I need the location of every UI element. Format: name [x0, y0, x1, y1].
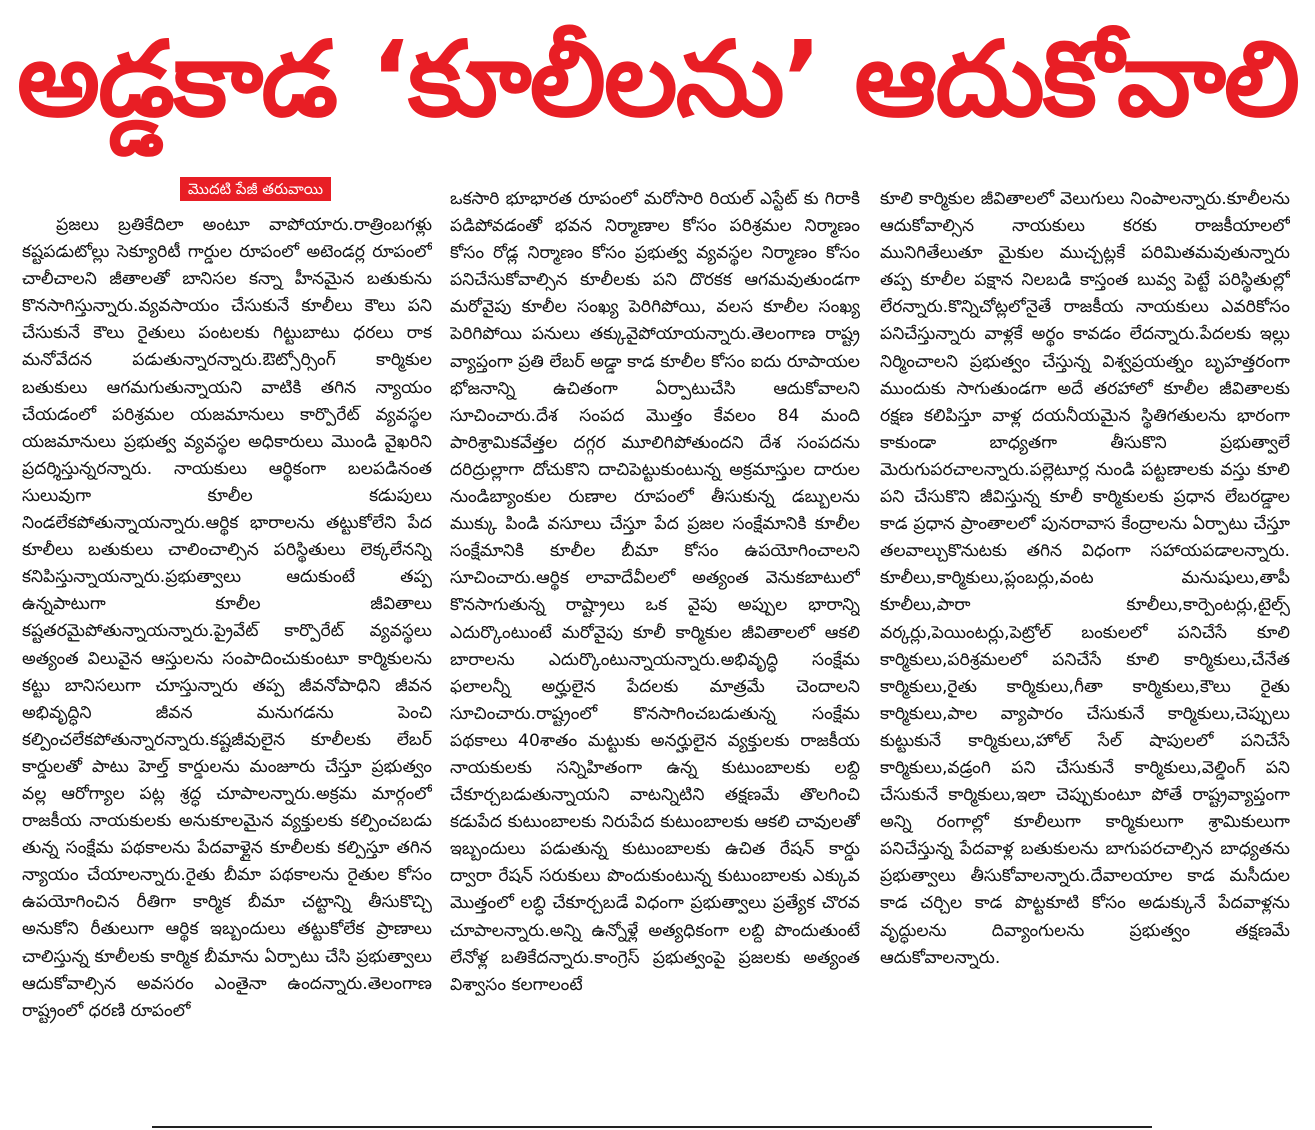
article-column-1: ప్రజలు బ్రతికేదిలా అంటూ వాపోయారు.రాత్రింబగళ్లు కష్టపడుటోల్లు సెక్యూరిటీ గార్డుల రూపంలో అటెండర్ల రూపంలో చాలీచాలని జీతాలతో బానిసల కన్నా హీనమైన బతుకును కొనసాగిస్తున్నారు.వ్యవసాయం చేసుకునే కూలీలు కౌలు పని చేసుకునే కౌలు రైతులు పంటలకు గిట్టుబాటు ధరలు రాక మనోవేదన పడుతున్నారన్నారు.ఔట్సోర్సింగ్ కార్మికుల బతుకులు ఆగమగుతున్నాయని వాటికి తగిన న్యాయం చేయడంలో పరిశ్రమల యజమానులు కార్పొరేట్ వ్యవస్థల యజమానులు ప్రభుత్వ వ్యవస్థల అధికారులు మొండి వైఖరిని ప్రదర్శిస్తున్నరన్నారు. నాయకులు ఆర్థికంగా బలపడినంత సులువుగా కూలీల కడుపులు నిండలేకపోతున్నాయన్నారు.ఆర్థిక భారాలను తట్టుకోలేని పేద కూలీలు బతుకులు చాలించాల్సిన పరిస్థితులు లెక్కలేనన్ని కనిపిస్తున్నాయన్నారు.ప్రభుత్వాలు ఆదుకుంటే తప్ప ఉన్నపాటుగా కూలీల జీవితాలు కష్టతరమైపోతున్నాయన్నారు.ప్రైవేట్ కార్పొరేట్ వ్యవస్థలు అత్యంత విలువైన ఆస్తులను సంపాదించుకుంటూ కార్మికులను కట్టు బానిసలుగా చూస్తున్నారు తప్ప జీవనోపాధిని జీవన అభివృద్ధిని జీవన మనుగడను పెంచి కల్పించలేకపోతున్నారన్నారు.కష్టజీవులైన కూలీలకు లేబర్ కార్డులతో పాటు హెల్త్ కార్డులను మంజూరు చేస్తూ ప్రభుత్వం వల్ల ఆరోగ్యాల పట్ల శ్రద్ధ చూపాలన్నారు.అక్రమ మార్గంలో రాజకీయ నాయకులకు అనుకూలమైన వ్యక్తులకు కల్పించబడు తున్న సంక్షేమ పథకాలను పేదవాళ్లైన కూలీలకు కల్పిస్తూ తగిన న్యాయం చేయాలన్నారు.రైతు బీమా పథకాలను రైతుల కోసం ఉపయోగించిన రీతిగా కార్మిక బీమా చట్టాన్ని తీసుకొచ్చి అనుకోని రీతులుగా ఆర్థిక ఇబ్బందులు తట్టుకోలేక ప్రాణాలు చాలిస్తున్న కూలీలకు కార్మిక బీమాను ఏర్పాటు చేసి ప్రభుత్వాలు ఆదుకోవాల్సిన అవసరం ఎంతైనా ఉందన్నారు.తెలంగాణ రాష్ట్రంలో ధరణి రూపంలో	[22, 215, 432, 1021]
article-column-2: ఒకసారి భూభారత రూపంలో మరోసారి రియల్ ఎస్టేట్ కు గిరాకి పడిపోవడంతో భవన నిర్మాణాల కోసం పరిశ్రమల నిర్మాణం కోసం రోడ్ల నిర్మాణం కోసం ప్రభుత్వ వ్యవస్థల నిర్మాణం కోసం పనిచేసుకోవాల్సిన కూలీలకు పని దొరకక ఆగమవుతుండగా మరోవైపు కూలీల సంఖ్య పెరిగిపోయి, వలస కూలీల సంఖ్య పెరిగిపోయి పనులు తక్కువైపోయాయన్నారు.తెలంగాణ రాష్ట్ర వ్యాప్తంగా ప్రతి లేబర్ అడ్డా కాడ కూలీల కోసం ఐదు రూపాయల భోజనాన్ని ఉచితంగా ఏర్పాటుచేసి ఆదుకోవాలని సూచించారు.దేశ సంపద మొత్తం కేవలం 84 మంది పారిశ్రామికవేత్తల దగ్గర మూలిగిపోతుందని దేశ సంపదను దరిద్రుల్లాగా దోచుకొని దాచిపెట్టుకుంటున్న అక్రమాస్తుల దారుల నుండిబ్యాంకుల రుణాల రూపంలో తీసుకున్న డబ్బులను ముక్కు పిండి వసూలు చేస్తూ పేద ప్రజల సంక్షేమానికి కూలీల సంక్షేమానికి కూలీల బీమా కోసం ఉపయోగించాలని సూచించారు.ఆర్థిక లావాదేవీలలో అత్యంత వెనుకబాటులో కొనసాగుతున్న రాష్ట్రాలు ఒక వైపు అప్పుల భారాన్ని ఎదుర్కొంటుంటే మరోవైపు కూలీ కార్మికుల జీవితాలలో ఆకలి బారాలను ఎదుర్కొంటున్నాయన్నారు.అభివృద్ధి సంక్షేమ ఫలాలన్నీ అర్హులైన పేదలకు మాత్రమే చెందాలని సూచించారు.రాష్ట్రంలో కొనసాగించబడుతున్న సంక్షేమ పథకాలు 40శాతం మట్టుకు అనర్హులైన వ్యక్తులకు రాజకీయ నాయకులకు సన్నిహితంగా ఉన్న కుటుంబాలకు లబ్ది చేకూర్చబడుతున్నాయని వాటన్నిటిని తక్షణమే తొలగించి కడుపేద కుటుంబాలకు నిరుపేద కుటుంబాలకు ఆకలి చావులతో ఇబ్బందులు పడుతున్న కుటుంబాలకు ఉచిత రేషన్ కార్డు ద్వారా రేషన్ సరుకులు పొందుకుంటున్న కుటుంబాలకు ఎక్కువ మొత్తంలో లబ్ధి చేకూర్చబడే విధంగా ప్రభుత్వాలు ప్రత్యేక చొరవ చూపాలన్నారు.అన్ని ఉన్నోళ్లే అత్యధికంగా లబ్ది పొందుతుంటే లేనోళ్ల బతికేదన్నారు.కాంగ్రెస్ ప్రభుత్వంపై ప్రజలకు అత్యంత విశ్వాసం కలగాలంటే	[450, 189, 860, 995]
article-column-3: కూలి కార్మికుల జీవితాలలో వెలుగులు నింపాలన్నారు.కూలీలను ఆదుకోవాల్సిన నాయకులు కరకు రాజకీయాలలో మునిగితేలుతూ మైకుల ముచ్చట్లకే పరిమితమవుతున్నారు తప్ప కూలీల పక్షాన నిలబడి కాస్తంత బువ్వ పెట్టే పరిస్థితుల్లో లేరన్నారు.కొన్నిచోట్లలోనైతే రాజకీయ నాయకులు ఎవరికోసం పనిచేస్తున్నారు వాళ్లకే అర్థం కావడం లేదన్నారు.పేదలకు ఇల్లు నిర్మించాలని ప్రభుత్వం చేస్తున్న విశ్వప్రయత్నం బృహత్తరంగా ముందుకు సాగుతుండగా అదే తరహాలో కూలీల జీవితాలకు రక్షణ కలిపిస్తూ వాళ్ల దయనీయమైన స్థితిగతులను భారంగా కాకుండా బాధ్యతగా తీసుకొని ప్రభుత్వాలే మెరుగుపరచాలన్నారు.పల్లెటూర్ల నుండి పట్టణాలకు వస్తు కూలి పని చేసుకొని జీవిస్తున్న కూలీ కార్మికులకు ప్రధాన లేబరడ్డాల కాడ ప్రధాన ప్రాంతాలలో పునరావాస కేంద్రాలను ఏర్పాటు చేస్తూ తలవాల్చుకొనుటకు తగిన విధంగా సహాయపడాలన్నారు. కూలీలు,కార్మికులు,ప్లంబర్లు,వంట మనుషులు,తాపీ కూలీలు,పారా కూలీలు,కార్పెంటర్లు,టైల్స్ వర్కర్లు,పెయింటర్లు,పెట్రోల్ బంకులలో పనిచేసే కూలి కార్మికులు,పరిశ్రమలలో పనిచేసే కూలి కార్మికులు,చేనేత కార్మికులు,రైతు కార్మికులు,గీతా కార్మికులు,కౌలు రైతు కార్మికులు,పాల వ్యాపారం చేసుకునే కార్మికులు,చెప్పులు కుట్టుకునే కార్మికులు,హోల్ సేల్ షాపులలో పనిచేసే కార్మికులు,వడ్రంగి పని చేసుకునే కార్మికులు,వెల్డింగ్ పని చేసుకునే కార్మికులు,ఇలా చెప్పుకుంటూ పోతే రాష్ట్రవ్యాప్తంగా అన్ని రంగాల్లో కూలీలుగా కార్మికులుగా శ్రామికులుగా పనిచేస్తున్న పేదవాళ్ల బతుకులను బాగుపరచాల్సిన బాధ్యతను ప్రభుత్వాలు తీసుకోవాలన్నారు.దేవాలయాల కాడ మసీదుల కాడ చర్చిల కాడ పొట్టకూటి కోసం అడుక్కునే పేదవాళ్లను వృద్ధులను దివ్యాంగులను ప్రభుత్వం తక్షణమే ఆదుకోవాలన్నారు.	[880, 189, 1290, 968]
continued-from-front-page-tag: మొదటి పేజీ తరువాయి	[180, 177, 331, 201]
bottom-rule	[152, 1126, 1152, 1128]
headline: అడ్డకాడ ‘కూలీలను’ ఆదుకోవాలి	[16, 18, 1299, 140]
